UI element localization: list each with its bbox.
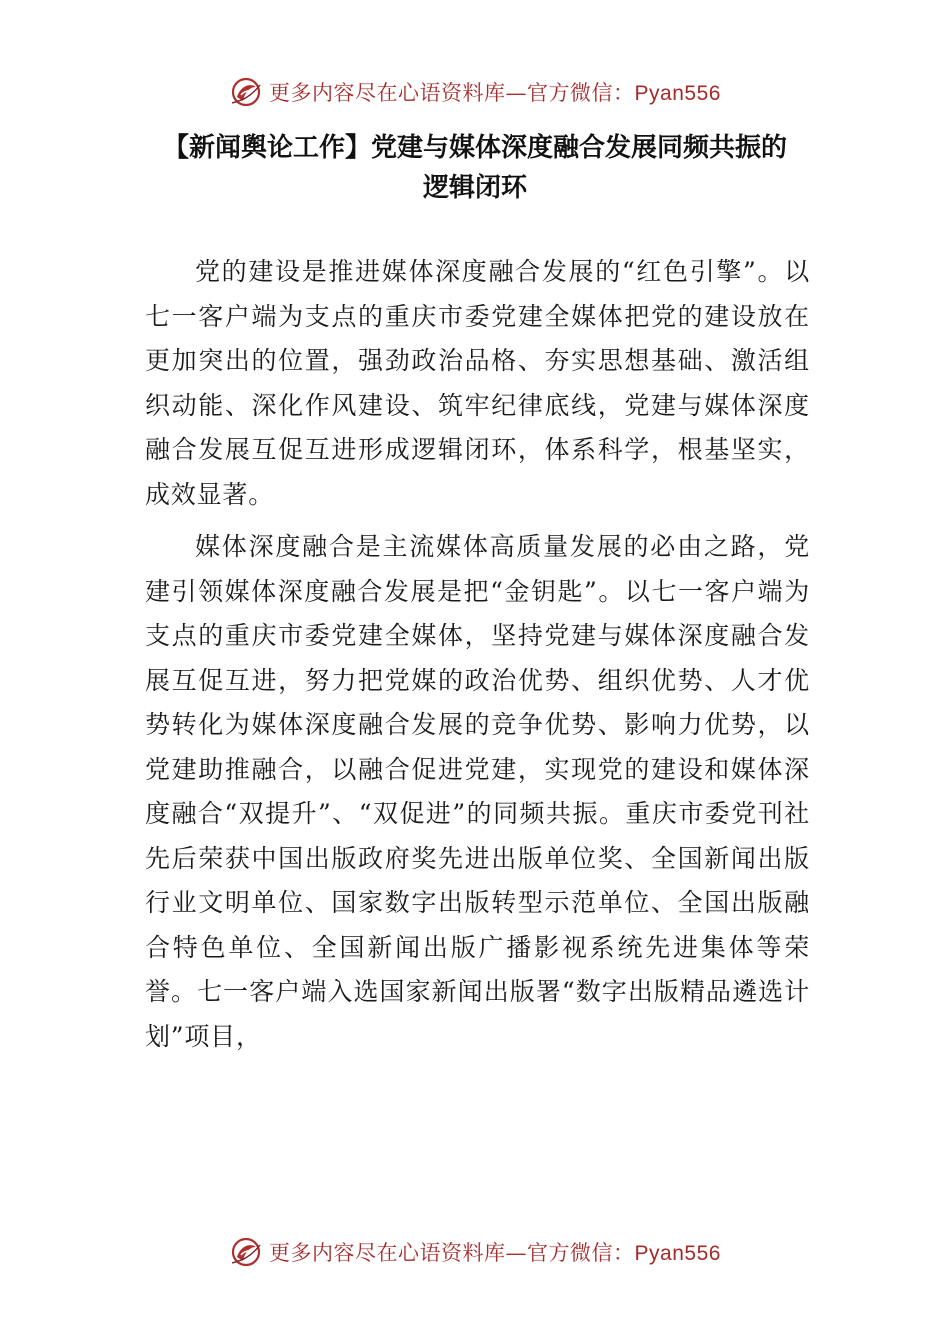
heart-swirl-logo-icon xyxy=(229,1235,263,1269)
document-title-line-1: 【新闻舆论工作】党建与媒体深度融合发展同频共振的 xyxy=(162,133,787,163)
footer-banner-dash: — xyxy=(505,1241,528,1265)
body-paragraph-1: 党的建设是推进媒体深度融合发展的“红色引擎”。以七一客户端为支点的重庆市委党建全媒体把党的建设放在更加突出的位置，强劲政治品格、夯实思想基础、激活组织动能、深化作风建设、筑牢纪律底线，党建与媒体深度融合发展互促互进形成逻辑闭环，体系科学，根基坚实，成效显著。 xyxy=(145,257,810,509)
footer-banner xyxy=(0,1232,950,1272)
footer-banner-main: 更多内容尽在心语资料库 xyxy=(269,1241,506,1265)
footer-banner-text xyxy=(269,1237,721,1267)
header-banner-text xyxy=(269,77,721,107)
header-banner-wechat-id: Pyan556 xyxy=(634,82,721,105)
footer-banner-wechat-label: 官方微信： xyxy=(527,1241,635,1265)
document-title xyxy=(100,128,850,208)
header-banner-main: 更多内容尽在心语资料库 xyxy=(269,81,506,105)
heart-swirl-logo-icon xyxy=(229,75,263,109)
document-title-line-2: 逻辑闭环 xyxy=(422,173,527,203)
header-banner-wechat-label: 官方微信： xyxy=(527,81,635,105)
header-banner-dash: — xyxy=(505,81,528,105)
body-paragraph-2: 媒体深度融合是主流媒体高质量发展的必由之路，党建引领媒体深度融合发展是把“金钥匙”。以七一客户端为支点的重庆市委党建全媒体，坚持党建与媒体深度融合发展互促互进，努力把党媒的政治优势、组织优势、人才优势转化为媒体深度融合发展的竞争优势、影响力优势，以党建助推融合，以融合促进党建，实现党的建设和媒体深度融合“双提升”、“双促进”的同频共振。重庆市委党刊社先后荣获中国出版政府奖先进出版单位奖、全国新闻出版行业文明单位、国家数字出版转型示范单位、全国出版融合特色单位、全国新闻出版广播影视系统先进集体等荣誉。七一客户端入选国家新闻出版署“数字出版精品遴选计划”项目， xyxy=(145,532,810,1051)
document-body xyxy=(145,250,810,1067)
header-banner xyxy=(0,72,950,112)
footer-banner-wechat-id: Pyan556 xyxy=(634,1242,721,1265)
